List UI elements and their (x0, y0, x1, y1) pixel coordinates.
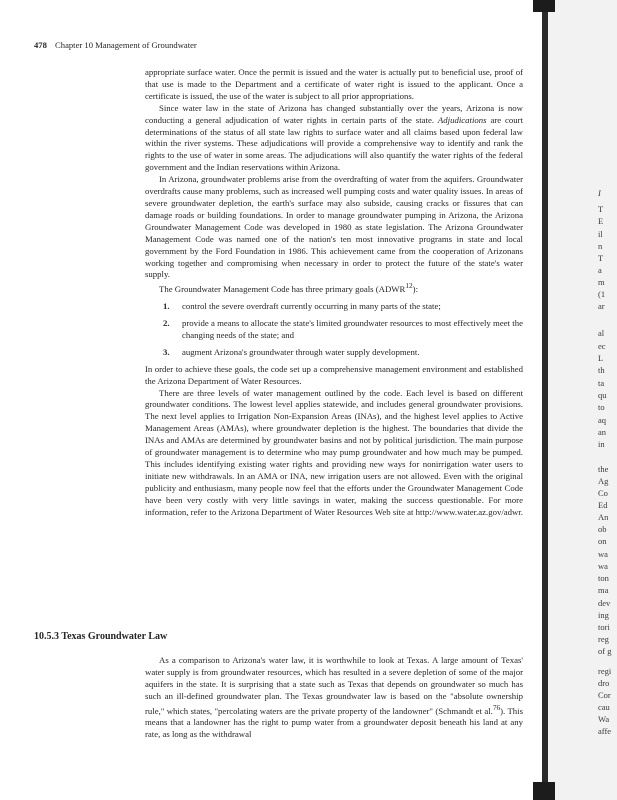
facing-page-fragment: Ed (598, 500, 608, 510)
facing-page-fragment: aq (598, 415, 607, 425)
facing-page-fragment: E (598, 216, 604, 226)
facing-page-fragment: reg (598, 634, 609, 644)
facing-page-fragment: tori (598, 622, 610, 632)
paragraph-rest: are court determinations of the status of all state law rights to surface water and all claims based upon federal law within the river systems. These adjudications will provide a comprehensive way to identify and rank the rights to the use of water in some areas. The adjudications will also quantify the water rights of the federal government and the Indian reservations within Arizona. (145, 114, 523, 173)
facing-page-fragment: in (598, 439, 605, 449)
facing-page-fragment: cau (598, 702, 610, 712)
goals-list (163, 301, 523, 359)
facing-page-fragment: Cor (598, 690, 611, 700)
list-text: augment Arizona's groundwater through water supply development. (182, 346, 420, 357)
facing-page-fragment: ta (598, 378, 605, 388)
facing-page-fragment: Co (598, 488, 608, 498)
facing-page-fragment: ing (598, 610, 609, 620)
facing-page-fragment: ton (598, 573, 609, 583)
facing-page-fragment: dev (598, 598, 611, 608)
facing-page-fragment: I (598, 188, 601, 198)
facing-page-fragment: qu (598, 390, 607, 400)
paragraph: There are three levels of water management outlined by the code. Each level is based on different groundwater conditions. The lowest level applies statewide, and includes general groundwater provisions. The next level applies to Irrigation Non-Expansion Areas (INAs), and the highest level applies to Active Management Areas (AMAs), where groundwater depletion is the highest. The boundaries that divide the INAs and AMAs are determined by groundwater basins and not by political jurisdiction. The main purpose of groundwater management is to determine who may pump groundwater and how much may be pumped. This includes identifying existing water rights and providing new ways for nonirrigation water users to initiate new withdrawals. In an AMA or INA, new irrigation users are not allowed. Even with the original publicity and enthusiasm, many people now feel that the efforts under the Groundwater Management Code have been very costly with very little savings in water, making the success questionable. For more information, refer to the Arizona Department of Water Resources Web site at http://www.water.az.gov/adwr. (145, 387, 523, 517)
book-spine (542, 0, 548, 800)
facing-page-fragment: n (598, 241, 603, 251)
facing-page-fragment: dro (598, 678, 610, 688)
goals-intro-text: The Groundwater Management Code has three primary goals (ADWR (159, 284, 406, 295)
facing-page-fragment: regi (598, 666, 612, 676)
facing-page-fragment: ma (598, 585, 609, 595)
list-number: 2. (163, 318, 170, 329)
list-number: 3. (163, 346, 170, 357)
facing-page-fragment: T (598, 204, 604, 214)
facing-page-fragment: ob (598, 524, 607, 534)
paragraph: In order to achieve these goals, the code set up a comprehensive management environment and established the Arizona Department of Water Resources. (145, 363, 523, 386)
facing-page-fragment: il (598, 229, 603, 239)
facing-page-fragment: affe (598, 726, 612, 736)
page-number: 478 (34, 40, 47, 50)
body-text-texas (145, 655, 523, 741)
facing-page-fragment: m (598, 277, 605, 287)
list-number: 1. (163, 301, 170, 312)
list-item (163, 301, 523, 313)
facing-page-fragment: of g (598, 646, 612, 656)
texas-text-tail: ). This means that a landowner has the right to pump water from a groundwater deposit beneath his land at any rate, as long as the withdrawal (145, 705, 524, 740)
reference-superscript: 12 (405, 282, 413, 291)
facing-page-fragment: on (598, 536, 607, 546)
list-item (163, 318, 523, 342)
facing-page-fragment: wa (598, 549, 608, 559)
facing-page-fragment: Wa (598, 714, 610, 724)
facing-page-fragment: T (598, 253, 604, 263)
paragraph-lead: Since water law in the state of Arizona has changed substantially over the years, Arizona is now conducting a general adjudication of water rights in certain parts of the state. (145, 102, 523, 125)
facing-page-fragment: (1 (598, 289, 606, 299)
facing-page-fragment: An (598, 512, 609, 522)
facing-page-fragment: ec (598, 341, 606, 351)
list-item (163, 347, 523, 359)
facing-page-fragment: th (598, 365, 605, 375)
facing-page-fragment: ar (598, 301, 605, 311)
goals-intro-end: ): (412, 284, 419, 295)
list-text: control the severe overdraft currently occurring in many parts of the state; (182, 301, 441, 312)
facing-page-fragment: wa (598, 561, 608, 571)
facing-page-fragment: al (598, 328, 605, 338)
facing-page-fragment: Ag (598, 476, 609, 486)
list-text: provide a means to allocate the state's limited groundwater resources to most effectively meet the changing needs of the state; and (182, 318, 523, 340)
spine-clip-bottom (533, 782, 555, 800)
texas-text: As a comparison to Arizona's water law, it is worthwhile to look at Texas. A large amount of Texas' water supply is from groundwater resources, which has resulted in a severe depletion of some of the major aquifers in the state. It is surprising that a state such as Texas that depends on groundwater so much has such an ill-defined groundwater plan. The Texas groundwater law is based on the "absolute ownership rule," which states, "percolating waters are the private property of the landowner" (Schmandt et al. (145, 655, 523, 716)
section-heading: 10.5.3 Texas Groundwater Law (34, 631, 168, 642)
running-header (34, 40, 197, 50)
chapter-title: Chapter 10 Management of Groundwater (55, 40, 197, 50)
paragraph: In Arizona, groundwater problems arise from the overdrafting of water from the aquifers. Groundwater overdrafts cause many problems, such as increased well pumping costs and water quality issues. In areas of severe groundwater depletion, the earth's surface may also subside, causing cracks or fissures that can damage roads or building foundations. In order to manage groundwater pumping in Arizona, the Arizona Groundwater Management Code was developed in 1980 as state legislation. The Arizona Groundwater Management Code was named one of the nation's ten most innovative programs in state and local government by the Ford Foundation in 1986. This achievement came from the cooperation of Arizonans working together and compromising when necessary in order to protect the future of the state's water supply. (145, 174, 523, 280)
facing-page-fragment: to (598, 402, 605, 412)
paragraph: appropriate surface water. Once the permit is issued and the water is actually put to beneficial use, proof of that use is made to the Department and a certificate of water right is issued to the applicant. Once a certificate is issued, the use of the water is subject to all prior appropriations. (145, 67, 523, 101)
facing-page-fragment: L (598, 353, 604, 363)
facing-page-fragment: an (598, 427, 607, 437)
reference-superscript: 76 (492, 703, 501, 712)
facing-page-fragment: the (598, 464, 609, 474)
italic-term: Adjudications (437, 114, 487, 125)
body-text-top (145, 67, 523, 519)
paragraph-texas (145, 655, 523, 741)
facing-page-fragment: a (598, 265, 602, 275)
paragraph-adjudication (145, 103, 523, 174)
goals-intro (145, 281, 523, 296)
spine-clip-top (533, 0, 555, 12)
